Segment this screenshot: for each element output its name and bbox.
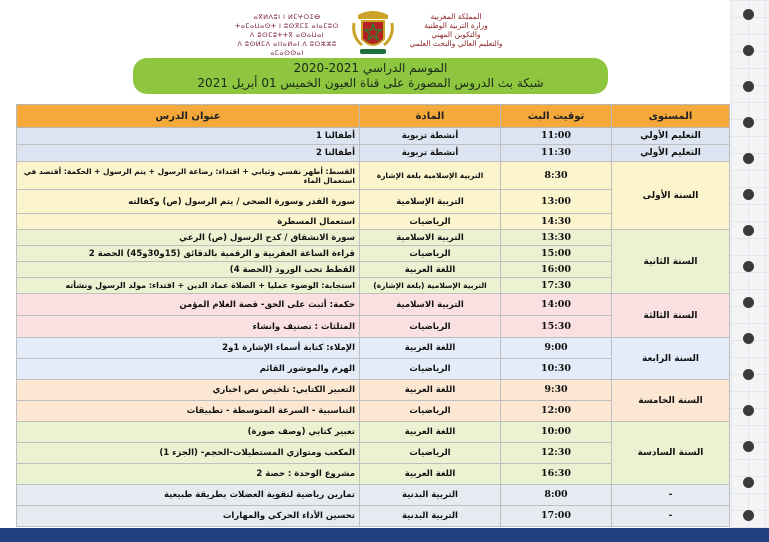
- lesson-title-cell: التناسبية - السرعة المتوسطة - تطبيقات: [17, 401, 360, 422]
- time-cell: 15:00: [501, 246, 612, 262]
- subject-cell: اللغة العربية: [360, 422, 501, 443]
- time-cell: 16:00: [501, 262, 612, 278]
- lesson-title-cell: الهرم والموشور القائم: [17, 359, 360, 380]
- time-cell: 9:30: [501, 380, 612, 401]
- binder-hole: [743, 297, 754, 308]
- level-cell: السنة السادسة: [612, 422, 730, 485]
- time-cell: 10:00: [501, 422, 612, 443]
- lesson-title-cell: حكمة: أثبت على الحق- قصة الغلام المؤمن: [17, 294, 360, 316]
- table-row: [17, 128, 730, 145]
- time-cell: 13:00: [501, 190, 612, 214]
- lesson-title-cell: التعبير الكتابي: تلخيص نص اخباري: [17, 380, 360, 401]
- level-cell: -: [612, 506, 730, 527]
- title-banner: [133, 58, 608, 94]
- level-cell: السنة الأولى: [612, 162, 730, 230]
- binder-hole: [743, 510, 754, 521]
- subject-cell: الرياضيات: [360, 214, 501, 230]
- time-cell: 9:00: [501, 338, 612, 359]
- lesson-title-cell: القطط تحب الورود (الحصة 4): [17, 262, 360, 278]
- subject-cell: الرياضيات: [360, 443, 501, 464]
- binder-hole: [743, 9, 754, 20]
- lesson-title-cell: تعبير كتابي (وصف صورة): [17, 422, 360, 443]
- footer-bar: [0, 528, 769, 542]
- time-cell: 16:30: [501, 464, 612, 485]
- subject-cell: اللغة العربية: [360, 380, 501, 401]
- header-line: وزارة التربية الوطنية: [424, 21, 488, 30]
- time-cell: 15:30: [501, 316, 612, 338]
- lesson-title-cell: الإملاء: كتابة أسماء الإشارة 1و2: [17, 338, 360, 359]
- header-line: والتعليم العالي والبحث العلمي: [409, 39, 503, 48]
- time-cell: 11:30: [501, 145, 612, 162]
- table-row: [17, 230, 730, 246]
- header-line: ⵜⴰⵎⴰⵡⴰⵙⵜ ⵏ ⵓⵙⴳⵎⵉ ⴰⵏⴰⵎⵓⵔ: [235, 22, 339, 30]
- level-cell: -: [612, 485, 730, 506]
- lesson-title-cell: قراءة الساعة العقربية و الرقمية بالدقائق (15و30و45) الحصة 2: [17, 246, 360, 262]
- subject-cell: أنشطة تربوية: [360, 145, 501, 162]
- time-cell: 17:30: [501, 278, 612, 294]
- subject-cell: التربية الإسلامية بلغة الإشارة: [360, 162, 501, 190]
- header-line: والتكوين المهني: [431, 30, 481, 39]
- lesson-title-cell: تمارين رياضية لتقوية العضلات بطريقة طبيعية: [17, 485, 360, 506]
- table-row: [17, 294, 730, 316]
- subject-cell: الرياضيات: [360, 316, 501, 338]
- time-cell: 17:00: [501, 506, 612, 527]
- header-line: ⴰⴳⵍⴷⵓⵏ ⵏ ⵍⵎⵖⵔⵉⴱ: [253, 13, 321, 21]
- header-line: ⴷ ⵓⵙⵎⵓⵜⵜⴳ ⴰⵙⴰⵡⴰⵏ: [249, 31, 325, 39]
- time-cell: 11:00: [501, 128, 612, 145]
- lesson-title-cell: استعمال المسطرة: [17, 214, 360, 230]
- time-cell: 12:00: [501, 401, 612, 422]
- binder-hole: [743, 225, 754, 236]
- time-cell: 12:30: [501, 443, 612, 464]
- subject-cell: اللغة العربية: [360, 464, 501, 485]
- subject-cell: التربية البدنية: [360, 506, 501, 527]
- binder-hole: [743, 261, 754, 272]
- table-row: [17, 422, 730, 443]
- subject-cell: الرياضيات: [360, 246, 501, 262]
- binder-hole: [743, 405, 754, 416]
- level-cell: التعليم الأولي: [612, 128, 730, 145]
- binder-hole: [743, 369, 754, 380]
- lesson-title-cell: تحسين الأداء الحركي والمهارات: [17, 506, 360, 527]
- binder-hole: [743, 45, 754, 56]
- ministry-name-arabic: [400, 12, 512, 48]
- table-header-row: [17, 105, 730, 128]
- level-cell: السنة الثانية: [612, 230, 730, 294]
- column-header-level: المستوى: [612, 105, 730, 128]
- header-line: ⴷ ⵓⵙⵍⵎⴷ ⴰⵏⵏⴰⵍⴰⵏ ⴷ ⵓⵔⵣⵣⵓ ⴰⵎⴰⵙⵙⴰⵏ: [237, 40, 337, 57]
- table-row: [17, 338, 730, 359]
- header-line: المملكة المغربية: [430, 12, 482, 21]
- subject-cell: التربية الاسلامية: [360, 230, 501, 246]
- lesson-title-cell: سورة القدر وسورة الضحى / يتم الرسول (ص) وكفالته: [17, 190, 360, 214]
- lesson-title-cell: سورة الانشقاق / كدح الرسول (ص) الرعي: [17, 230, 360, 246]
- level-cell: التعليم الأولي: [612, 145, 730, 162]
- subject-cell: أنشطة تربوية: [360, 128, 501, 145]
- subject-cell: التربية الاسلامية: [360, 294, 501, 316]
- table-row: [17, 380, 730, 401]
- subject-cell: التربية الإسلامية (بلغة الإشارة): [360, 278, 501, 294]
- subject-cell: التربية البدنية: [360, 485, 501, 506]
- moroccan-coat-of-arms-icon: [350, 5, 396, 57]
- lesson-title-cell: المكعب ومتوازي المستطيلات-الحجم- (الجزء 1): [17, 443, 360, 464]
- subject-cell: الرياضيات: [360, 401, 501, 422]
- table-row: [17, 485, 730, 506]
- subject-cell: التربية الإسلامية: [360, 190, 501, 214]
- level-cell: السنة الثالثة: [612, 294, 730, 338]
- lesson-title-cell: أطفالنا 2: [17, 145, 360, 162]
- lesson-title-cell: أطفالنا 1: [17, 128, 360, 145]
- lesson-title-cell: القسط: أطهر نفسي وثيابي + اقتداء: رضاعة الرسول + يتم الرسول + الحكمة: أقتصد في استعمال الماء: [17, 162, 360, 190]
- lesson-title-cell: المثلثات : تصنيف وانشاء: [17, 316, 360, 338]
- school-year-title: الموسم الدراسي 2021-2020: [293, 61, 448, 75]
- table-row: [17, 506, 730, 527]
- subject-cell: الرياضيات: [360, 359, 501, 380]
- subject-cell: اللغة العربية: [360, 338, 501, 359]
- column-header-title: عنوان الدرس: [17, 105, 360, 128]
- time-cell: 14:00: [501, 294, 612, 316]
- time-cell: 8:30: [501, 162, 612, 190]
- level-cell: السنة الخامسة: [612, 380, 730, 422]
- column-header-subject: المادة: [360, 105, 501, 128]
- binder-hole: [743, 477, 754, 488]
- schedule-title: شبكة بث الدروس المصورة على قناة العيون الخميس 01 أبريل 2021: [197, 76, 544, 90]
- binder-hole: [743, 441, 754, 452]
- lesson-title-cell: مشروع الوحدة : حصة 2: [17, 464, 360, 485]
- binder-hole: [743, 153, 754, 164]
- ministry-name-tifinagh: [228, 13, 346, 58]
- table-row: [17, 162, 730, 190]
- binder-hole: [743, 189, 754, 200]
- binder-hole: [743, 117, 754, 128]
- time-cell: 14:30: [501, 214, 612, 230]
- binder-hole: [743, 81, 754, 92]
- column-header-time: توقيت البث: [501, 105, 612, 128]
- subject-cell: اللغة العربية: [360, 262, 501, 278]
- binder-hole: [743, 333, 754, 344]
- level-cell: السنة الرابعة: [612, 338, 730, 380]
- time-cell: 10:30: [501, 359, 612, 380]
- table-row: [17, 145, 730, 162]
- time-cell: 13:30: [501, 230, 612, 246]
- time-cell: 8:00: [501, 485, 612, 506]
- lesson-title-cell: استجابة: الوضوء عمليا + الصلاة عماد الدين + اقتداء: مولد الرسول ونشأته: [17, 278, 360, 294]
- broadcast-schedule-table: [16, 104, 730, 527]
